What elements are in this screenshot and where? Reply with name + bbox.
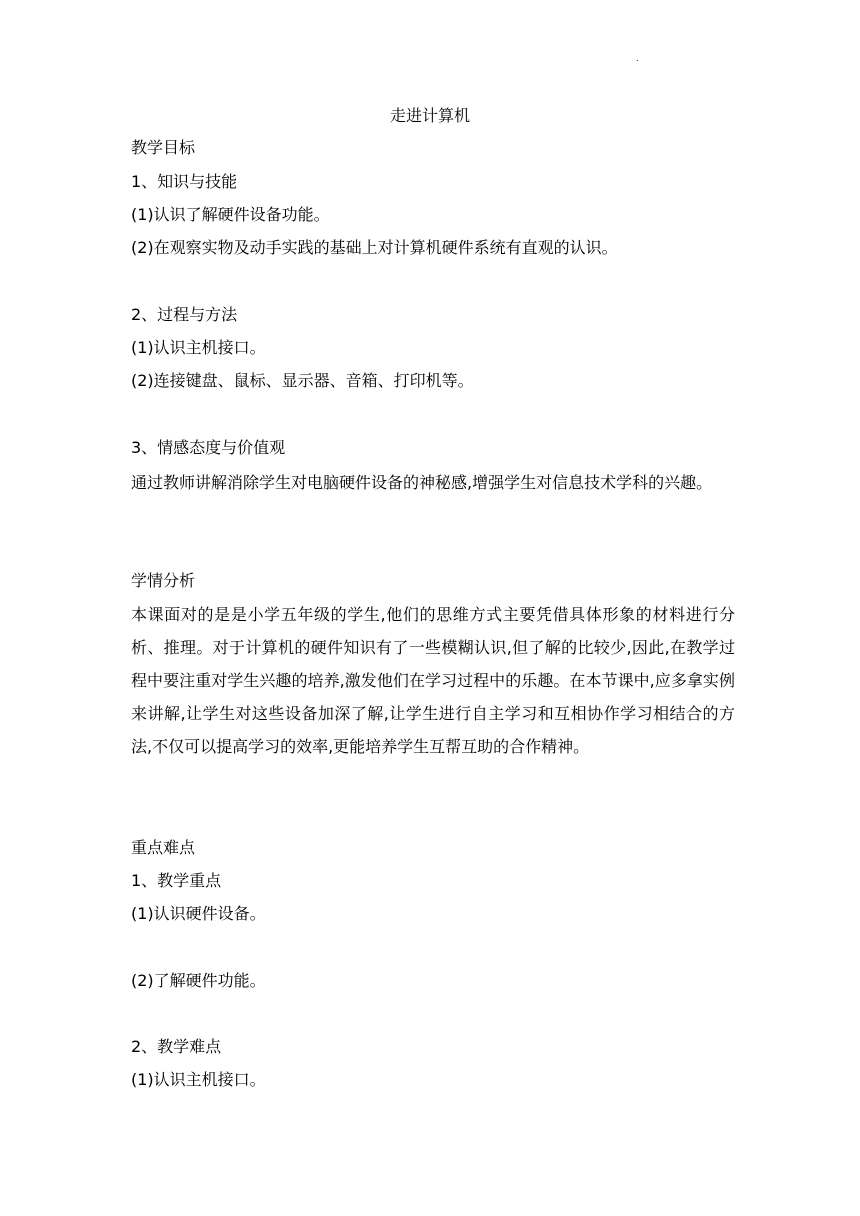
process-item-2: (2)连接键盘、鼠标、显示器、音箱、打印机等。	[131, 371, 474, 390]
focus-heading: 1、教学重点	[131, 871, 222, 890]
knowledge-item-1: (1)认识了解硬件设备功能。	[131, 205, 330, 224]
objectives-heading: 教学目标	[131, 138, 196, 157]
knowledge-heading: 1、知识与技能	[131, 172, 238, 191]
emotion-heading: 3、情感态度与价值观	[131, 438, 286, 457]
difficulty-item-1: (1)认识主机接口。	[131, 1070, 266, 1089]
difficulty-heading: 2、教学难点	[131, 1037, 222, 1056]
document-title: 走进计算机	[389, 106, 470, 125]
process-heading: 2、过程与方法	[131, 305, 238, 324]
knowledge-item-2: (2)在观察实物及动手实践的基础上对计算机硬件系统有直观的认识。	[131, 238, 618, 257]
process-item-1: (1)认识主机接口。	[131, 338, 266, 357]
analysis-heading: 学情分析	[131, 571, 196, 590]
key-points-heading: 重点难点	[131, 838, 196, 857]
header-dot: .	[636, 54, 639, 63]
analysis-text: 本课面对的是是小学五年级的学生,他们的思维方式主要凭借具体形象的材料进行分析、推理。对于计算机的硬件知识有了一些模糊认识,但了解的比较少,因此,在教学过程中要注重对学生兴趣的培养,激发他们在学习过程中的乐趣。在本节课中,应多拿实例来讲解,让学生对这些设备加深了解,让学生进行自主学习和互相协作学习相结合的方法,不仅可以提高学习的效率,更能培养学生互帮互助的合作精神。	[131, 605, 735, 756]
focus-item-1: (1)认识硬件设备。	[131, 904, 266, 923]
focus-item-2: (2)了解硬件功能。	[131, 971, 266, 990]
emotion-text: 通过教师讲解消除学生对电脑硬件设备的神秘感,增强学生对信息技术学科的兴趣。	[131, 473, 713, 492]
